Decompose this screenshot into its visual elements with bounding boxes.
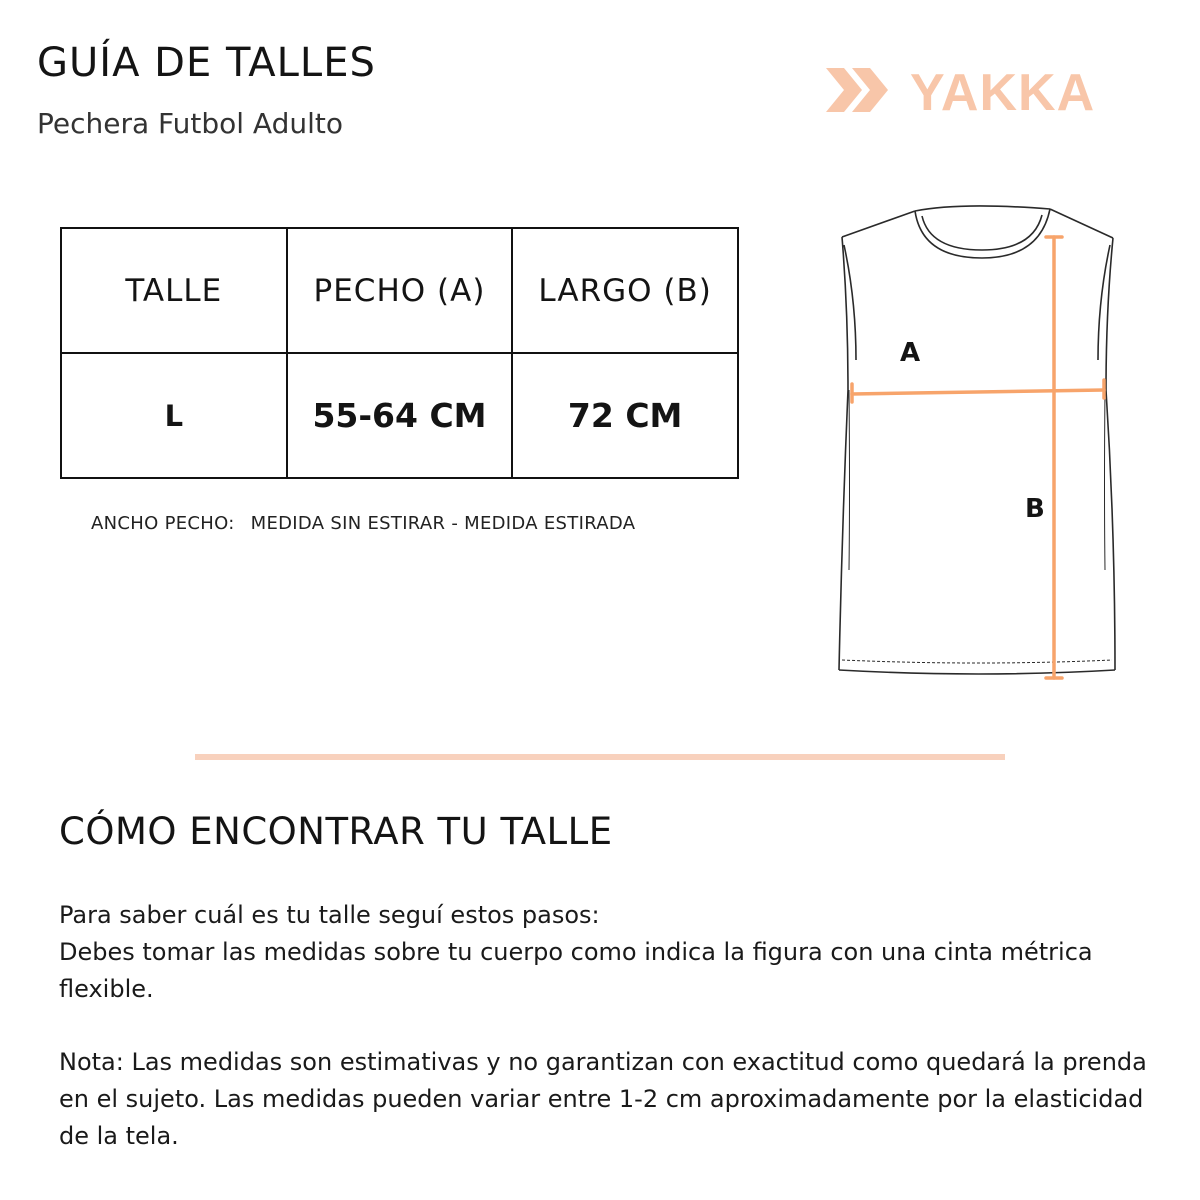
table-header-cell: TALLE <box>61 228 287 353</box>
table-cell-size: L <box>61 353 287 478</box>
measurement-lines <box>852 237 1104 678</box>
size-table <box>60 227 739 479</box>
table-cell-length: 72 CM <box>512 353 738 478</box>
table-cell-chest: 55-64 CM <box>287 353 513 478</box>
table-header-row <box>61 228 738 353</box>
chest-measure-line <box>852 390 1104 394</box>
footnote-text: MEDIDA SIN ESTIRAR - MEDIDA ESTIRADA <box>250 513 636 534</box>
table-header-cell: PECHO (A) <box>287 228 513 353</box>
how-to-instructions: Para saber cuál es tu talle seguí estos pasos: Debes tomar las medidas sobre tu cuerpo como indica la figura con una cinta métrica flexible. <box>59 901 1093 1003</box>
garment-diagram <box>830 200 1130 690</box>
how-to-title: CÓMO ENCONTRAR TU TALLE <box>59 810 613 853</box>
table-footnote <box>91 513 635 534</box>
table-header-cell: LARGO (B) <box>512 228 738 353</box>
footnote-label: ANCHO PECHO: <box>91 513 235 534</box>
yakka-logo <box>826 60 1126 120</box>
product-subtitle: Pechera Futbol Adulto <box>37 107 344 140</box>
page-title: GUÍA DE TALLES <box>37 40 376 86</box>
table-row <box>61 353 738 478</box>
sleeveless-jersey-outline <box>839 206 1115 674</box>
measure-label-a: A <box>900 338 921 368</box>
logo-mark <box>826 68 888 112</box>
measure-label-b: B <box>1025 494 1045 524</box>
section-divider <box>195 754 1005 760</box>
logo-wordmark: YAKKA <box>910 64 1096 120</box>
how-to-note: Nota: Las medidas son estimativas y no garantizan con exactitud como quedará la prenda en el sujeto. Las medidas pueden variar entre 1-2 cm aproximadamente por la elasticidad de la tela. <box>59 1048 1147 1150</box>
